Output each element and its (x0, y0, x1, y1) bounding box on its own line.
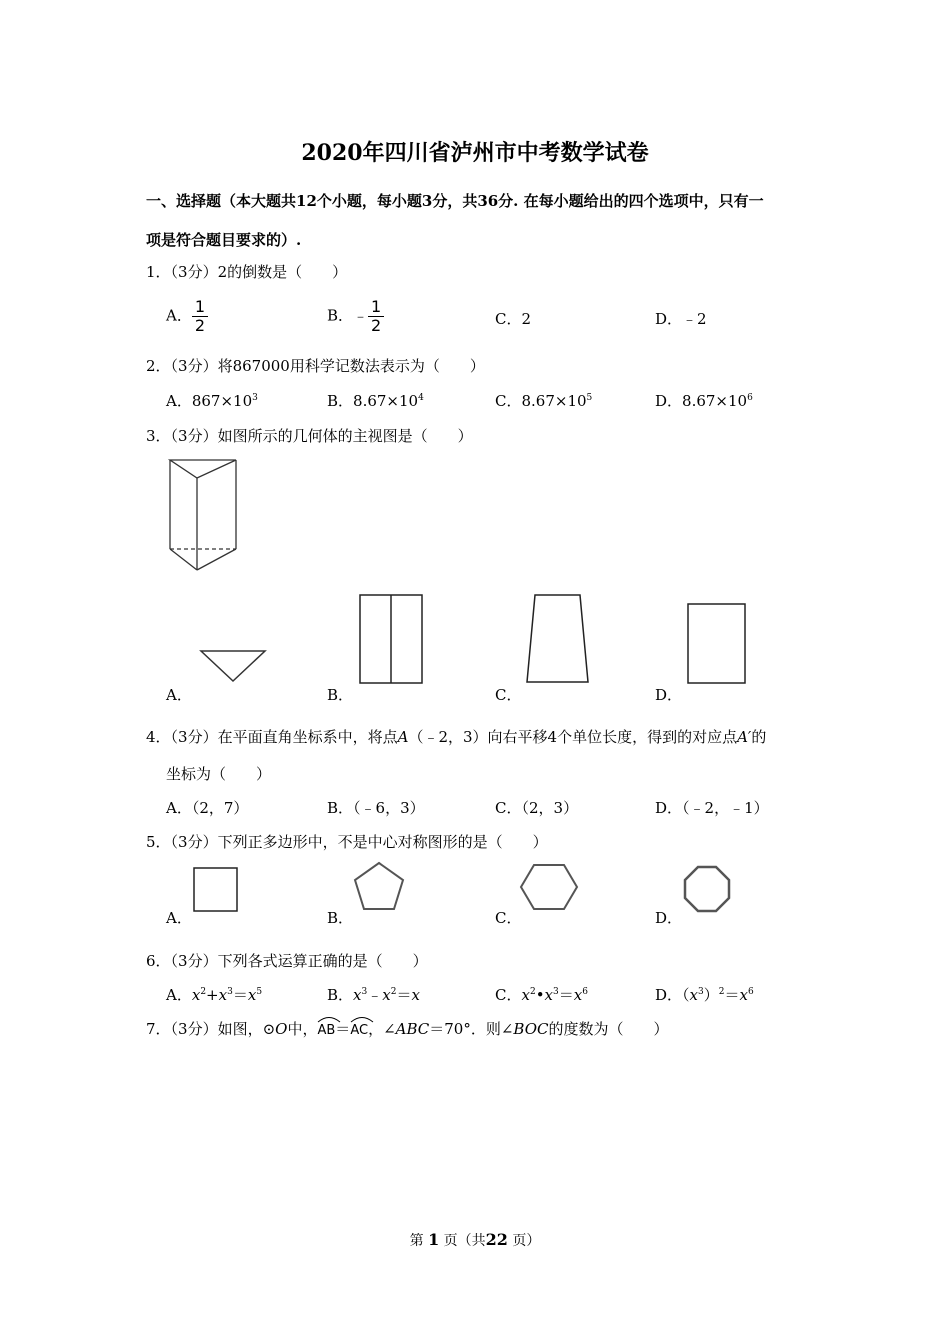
q1-option-d[interactable]: D．﹣2 (655, 310, 707, 328)
q3-option-d-rectangle (686, 602, 748, 686)
q3-option-c[interactable]: C． (495, 686, 522, 704)
section-heading-line2: 项是符合题目要求的）. (146, 231, 302, 249)
q1-stem: 1．（3分）2的倒数是（ ） (146, 263, 348, 281)
q4-option-a[interactable]: A．（2，7） (166, 799, 249, 817)
q3-option-c-trapezoid (524, 593, 592, 685)
q3-option-d[interactable]: D． (655, 686, 683, 704)
q6-option-a[interactable]: A．$x^2+x^3=x^5$ (166, 986, 263, 1004)
q6-option-b[interactable]: B．$x^3﹣x^2=x$ (327, 986, 420, 1004)
q1-option-a[interactable]: A． $\frac{1}{2}$ (166, 298, 208, 335)
q5-option-c[interactable]: C． (495, 909, 522, 927)
q3-option-b[interactable]: B． (327, 686, 354, 704)
q4-option-b[interactable]: B．（﹣6，3） (327, 799, 425, 817)
section-heading-line1: 一、选择题（本大题共12个小题，每小题3分，共36分. 在每小题给出的四个选项中，只有一 (146, 192, 764, 210)
footer-page-number: 1 (428, 1230, 440, 1249)
page-footer: 第 1 页（共22 页） (409, 1230, 541, 1249)
q4-stem-line2: 坐标为（ ） (166, 765, 272, 783)
q1-option-b[interactable]: B．﹣ $\frac{1}{2}$ (327, 298, 384, 335)
q5-square-shape (192, 866, 240, 914)
q6-option-d[interactable]: D．$(x^3)^2=x^6$ (655, 986, 754, 1004)
q1-b-fraction: $\frac{1}{2}$ (368, 298, 384, 335)
q1-a-fraction: $\frac{1}{2}$ (192, 298, 208, 335)
q5-option-a[interactable]: A． (166, 909, 192, 927)
q5-option-b[interactable]: B． (327, 909, 354, 927)
q5-octagon-shape (682, 864, 732, 914)
q5-hexagon-shape (519, 862, 579, 912)
q3-option-a-triangle (198, 648, 268, 684)
q2-option-b[interactable]: B．$8.67\times 10^4$ (327, 392, 424, 410)
page-title: 2020年四川省泸州市中考数学试卷 (301, 140, 649, 166)
footer-total-pages: 22 (485, 1230, 508, 1249)
q5-option-d[interactable]: D． (655, 909, 683, 927)
q2-option-a[interactable]: A．$867\times 10^3$ (166, 392, 258, 410)
q5-stem: 5．（3分）下列正多边形中，不是中心对称图形的是（ ） (146, 833, 548, 851)
q3-option-b-rectangles (358, 593, 424, 685)
arc-ab: AB (317, 1017, 335, 1038)
q4-option-c[interactable]: C．（2，3） (495, 799, 579, 817)
q2-option-c[interactable]: C．$8.67\times 10^5$ (495, 392, 593, 410)
q7-stem: 7．（3分）如图，⊙O中， AB＝ AC，∠ABC＝70°．则∠BOC的度数为（ ） (146, 1017, 669, 1039)
q4-option-d[interactable]: D．（﹣2，﹣1） (655, 799, 769, 817)
q6-option-c[interactable]: C．$x^2•x^3=x^6$ (495, 986, 588, 1004)
q2-option-d[interactable]: D．$8.67\times 10^6$ (655, 392, 753, 410)
q1-option-c[interactable]: C．2 (495, 310, 532, 328)
q3-prism-figure (160, 452, 250, 577)
q3-stem: 3．（3分）如图所示的几何体的主视图是（ ） (146, 427, 473, 445)
q6-stem: 6．（3分）下列各式运算正确的是（ ） (146, 952, 428, 970)
q3-option-a[interactable]: A． (166, 686, 192, 704)
arc-ac: AC (350, 1017, 368, 1038)
q5-pentagon-shape (352, 860, 406, 912)
q4-stem: 4．（3分）在平面直角坐标系中，将点A（﹣2，3）向右平移4个单位长度，得到的对应点A′的 (146, 728, 767, 746)
q2-stem: 2．（3分）将867000用科学记数法表示为（ ） (146, 357, 485, 375)
